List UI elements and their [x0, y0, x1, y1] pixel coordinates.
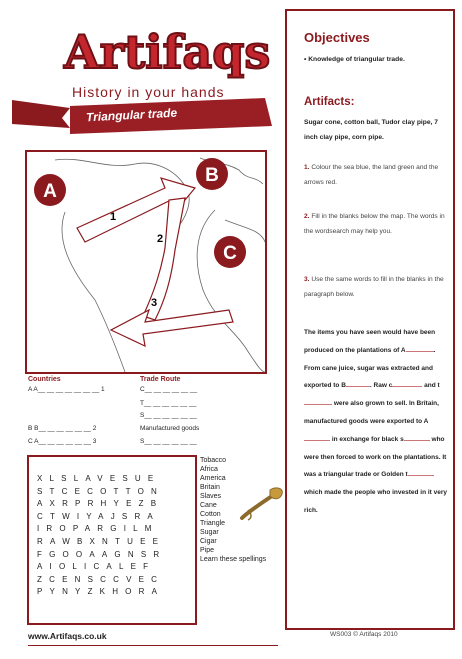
word-list-item: Britain: [200, 484, 220, 491]
objective-item: • Knowledge of triangular trade.: [304, 56, 405, 63]
wordsearch-row: AIOLICALEF: [37, 562, 156, 572]
wordsearch-row: CTWIYAJSRA: [37, 511, 160, 521]
route-3-label: 3: [151, 297, 158, 309]
route-row-5: S__ __ __ __ __ __: [140, 438, 197, 445]
artifaqs-logo: [58, 16, 271, 86]
word-list-item: Cane: [200, 502, 217, 509]
wordsearch-grid: [27, 455, 197, 625]
wordsearch-letters: [37, 473, 187, 599]
country-row-a: A A__ __ __ __ __ __ __ 1: [28, 386, 105, 393]
worksheet-code: WS003 © Artifaqs 2010: [330, 631, 398, 638]
word-list-item: Sugar: [200, 529, 219, 536]
blank-field[interactable]: [392, 379, 422, 387]
countries-heading: Countries: [28, 376, 61, 383]
word-list-item: Pipe: [200, 547, 215, 554]
wordsearch-row: RAWBXNTUEE: [37, 536, 166, 546]
footer-url[interactable]: www.Artifaqs.co.uk: [28, 631, 107, 641]
route-row-3: S__ __ __ __ __ __: [140, 412, 197, 419]
artifacts-list: Sugar cone, cotton ball, Tudor clay pipe, 7 inch clay pipe, corn pipe.: [304, 119, 439, 141]
blank-field[interactable]: [404, 433, 430, 441]
word-list-item: Slaves: [200, 493, 222, 500]
marker-b-label: B: [205, 165, 219, 186]
fill-in-paragraph: The items you have seen would have been produced on the plantations of A . From cane juice, sugar was extracted and exported to B . Raw c and t were also grown to sell. In Britain, manufactured goods were exported to A in exchange for black s who were then forced to work on the plantations. It was a triangular trade or Golden t which made the people who invested in it very rich.: [304, 329, 448, 514]
word-list-item: Cotton: [200, 511, 221, 518]
wordsearch-row: FGOOAAGNSR: [37, 549, 167, 559]
blank-field[interactable]: [408, 468, 434, 476]
blank-field[interactable]: [304, 397, 332, 405]
word-list-item: Cigar: [200, 538, 217, 545]
wordsearch-row: IROPARGILM: [37, 524, 159, 534]
word-list-note: Learn these spellings: [200, 556, 267, 563]
word-list-item: Africa: [200, 466, 218, 473]
country-row-b: B B__ __ __ __ __ __ 2: [28, 425, 97, 432]
footer-divider: [28, 645, 278, 646]
marker-a-label: A: [43, 181, 57, 202]
instruction-3: 3. Use the same words to fill in the blanks in the paragraph below.: [304, 276, 444, 298]
instruction-2: 2. Fill in the blanks below the map. The words in the wordsearch may help you.: [304, 213, 445, 235]
word-list-item: Triangle: [200, 520, 226, 527]
route-1-label: 1: [110, 211, 117, 223]
wordsearch-row: ZCENSCCVEC: [37, 574, 165, 584]
route-row-2: T__ __ __ __ __ __: [140, 400, 197, 407]
wordsearch-row: STCECOTTON: [37, 486, 164, 496]
wordsearch-row: AXRPRHYEZB: [37, 499, 164, 509]
word-list-item: Tobacco: [200, 457, 227, 464]
route-2-label: 2: [157, 233, 164, 245]
logo-text: Artifaqs: [64, 25, 271, 79]
artifacts-title: Artifacts:: [304, 96, 355, 108]
trade-route-heading: Trade Route: [140, 376, 181, 383]
blank-field[interactable]: [406, 344, 434, 352]
page-title: Triangular trade: [85, 105, 178, 125]
word-list-item: America: [200, 475, 226, 482]
blank-field[interactable]: [304, 433, 330, 441]
country-row-c: C A__ __ __ __ __ __ 3: [28, 438, 97, 445]
objectives-panel: [285, 9, 455, 630]
blank-field[interactable]: [346, 379, 370, 387]
route-row-1: C__ __ __ __ __ __: [140, 386, 198, 393]
marker-c-label: C: [223, 243, 237, 264]
clay-pipe-icon: [238, 484, 286, 524]
objectives-title: Objectives: [304, 30, 370, 45]
wordsearch-row: XLSLAVESUE: [37, 474, 161, 483]
instruction-1: 1. Colour the sea blue, the land green and the arrows red.: [304, 164, 439, 186]
tagline: History in your hands: [72, 84, 225, 100]
route-row-4: Manufactured goods: [140, 425, 200, 432]
wordsearch-row: PYNYZKHORA: [37, 587, 165, 597]
triangular-trade-map: [25, 150, 267, 374]
